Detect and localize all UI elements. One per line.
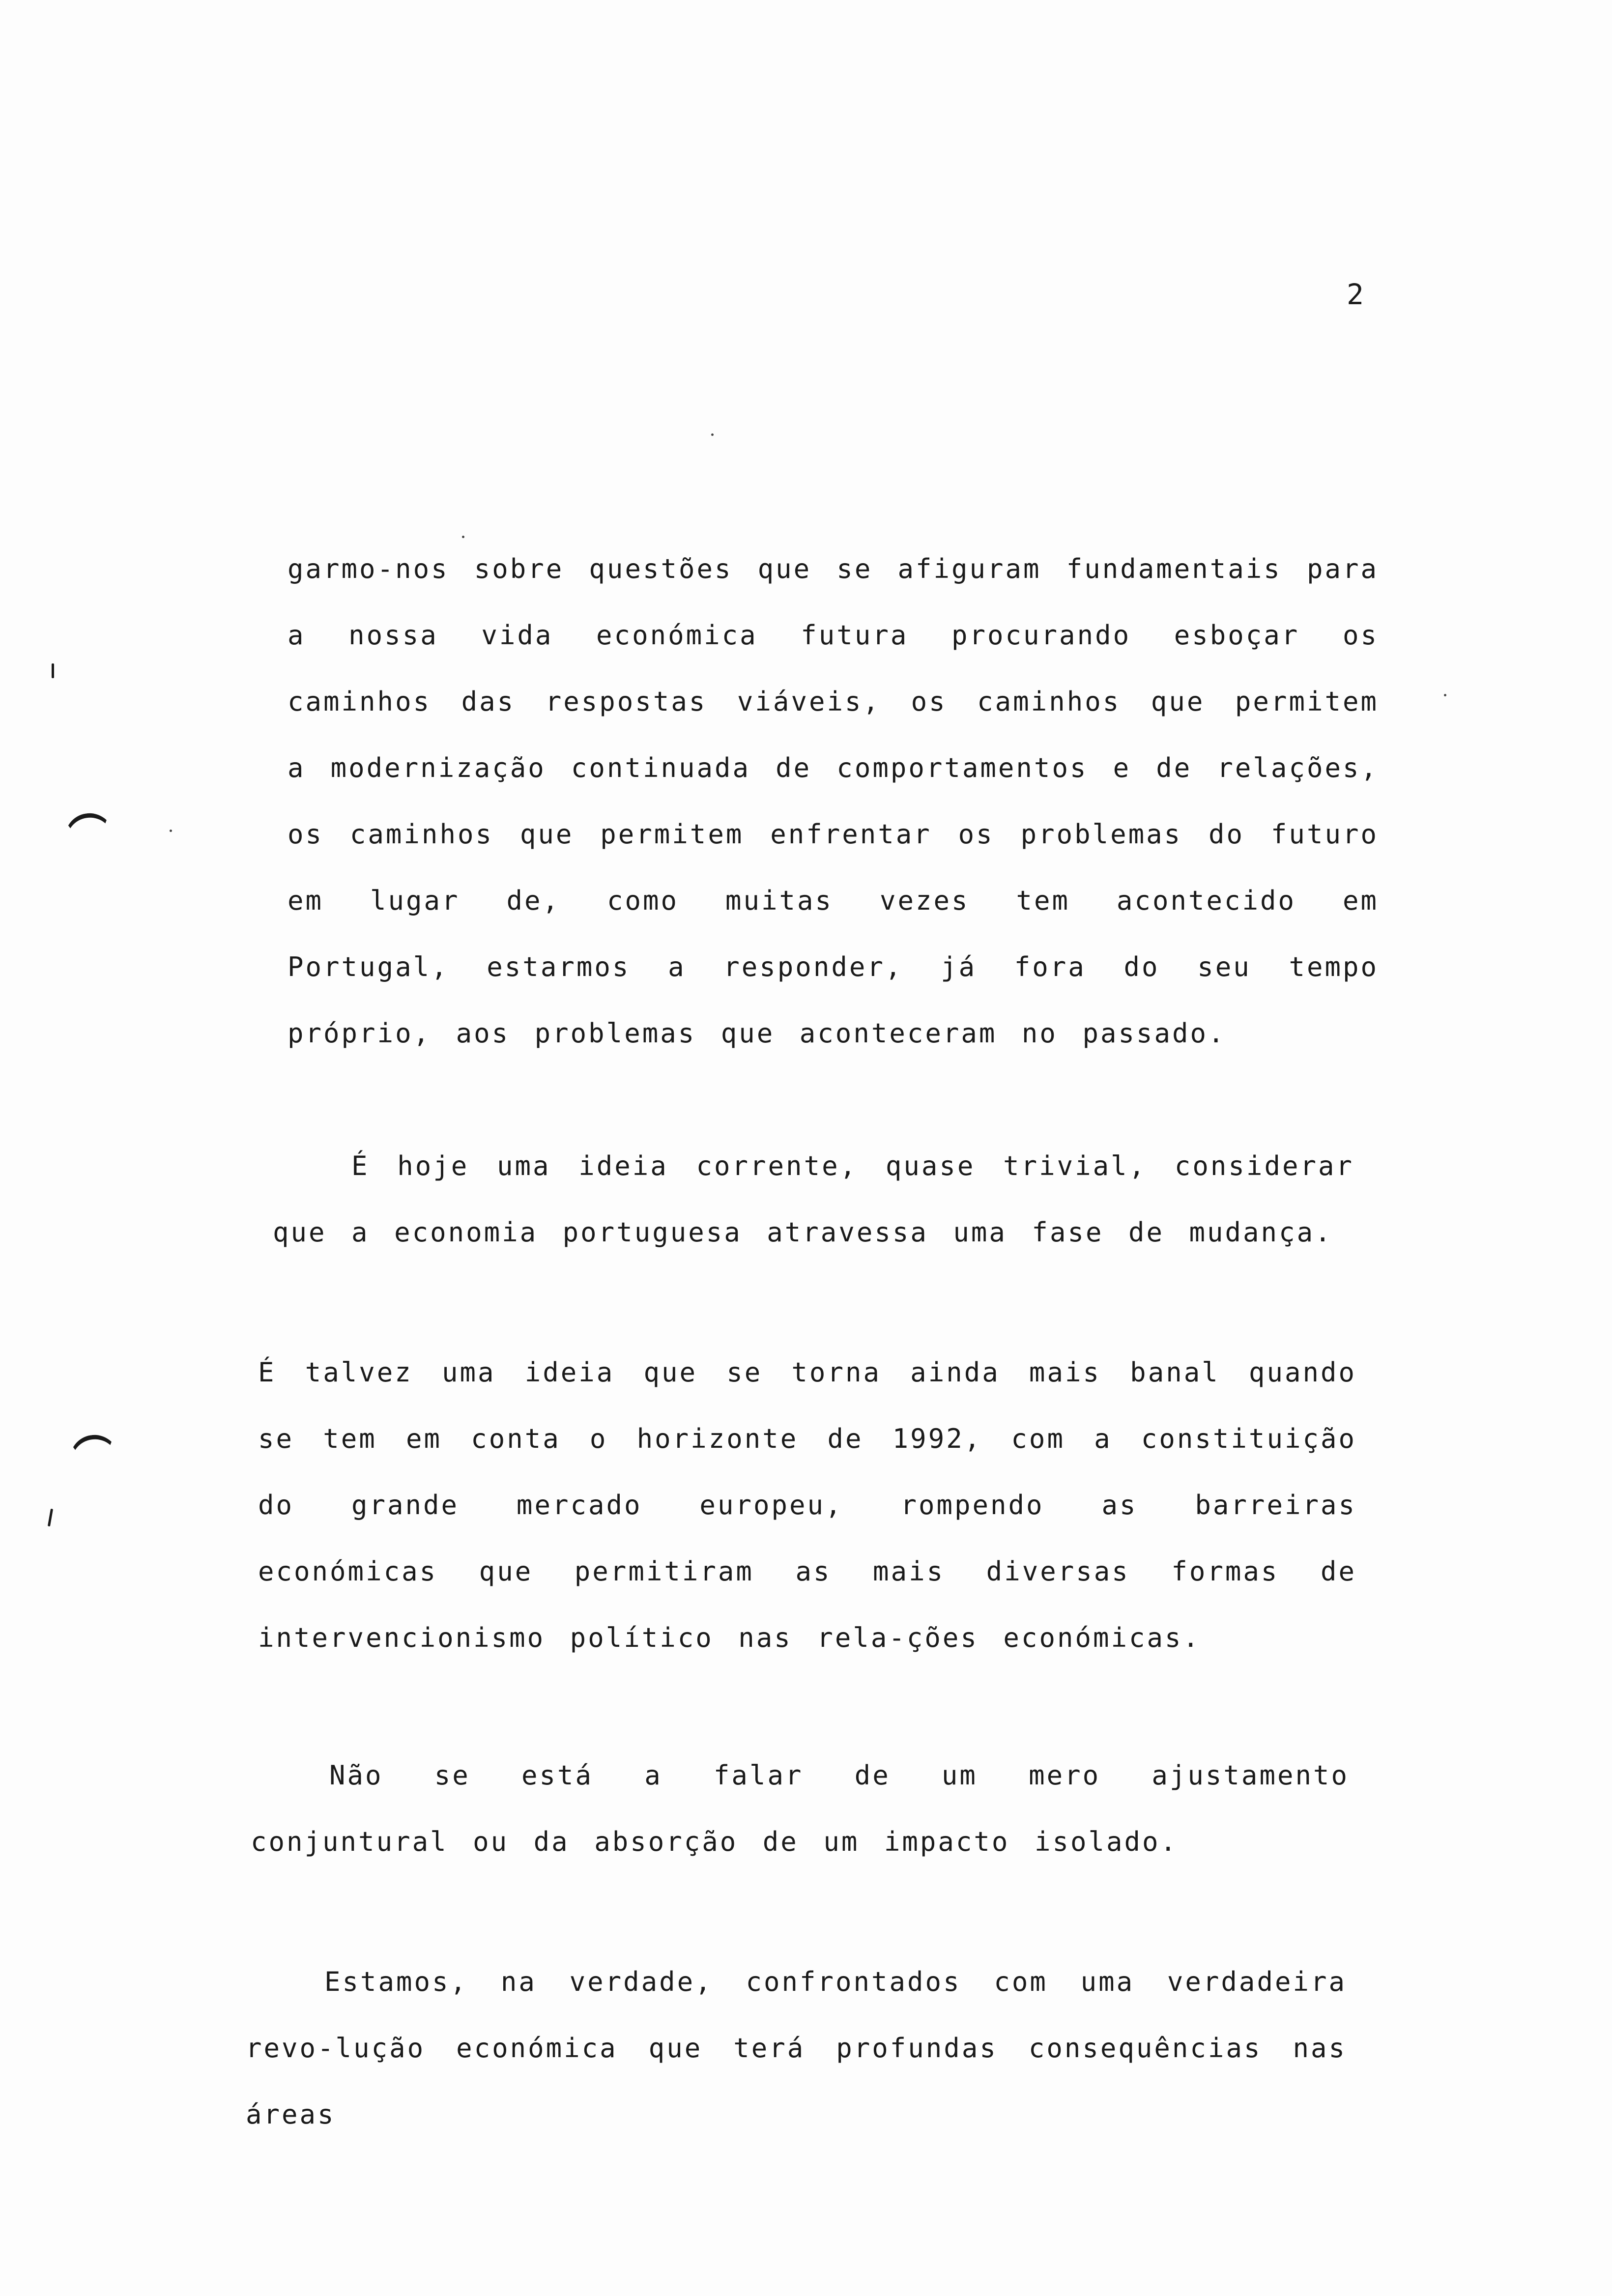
paragraph-3: É talvez uma ideia que se torna ainda mais banal quando se tem em conta o horizonte de 1992, com a constituição do grande mercado europeu, rompendo as barreiras económicas que permitiram as mais diversas formas de intervencionismo político nas rela-ções económicas. bbox=[258, 1357, 1356, 1653]
paragraph-4: Não se está a falar de um mero ajustamento conjuntural ou da absorção de um impacto isolado. bbox=[251, 1760, 1349, 1857]
binder-hole-mark bbox=[62, 810, 115, 850]
scan-speck bbox=[462, 536, 464, 538]
page-number: 2 bbox=[1347, 278, 1364, 311]
scan-speck bbox=[711, 433, 714, 436]
paragraph-2: É hoje uma ideia corrente, quase trivial, considerar que a economia portuguesa atravessa uma fase de mudança. bbox=[273, 1150, 1354, 1248]
scan-speck bbox=[1444, 694, 1446, 696]
scan-speck bbox=[170, 830, 172, 832]
margin-tick-mark bbox=[48, 1509, 53, 1526]
binder-hole-mark bbox=[67, 1432, 120, 1472]
margin-tick-mark bbox=[52, 663, 54, 678]
paragraph-1: garmo-nos sobre questões que se afiguram fundamentais para a nossa vida económica futura procurando esboçar os caminhos das respostas viáveis, os caminhos que permitem a modernização continuada de comportamentos e de relações, os caminhos que permitem enfrentar os problemas do futuro em lugar de, como muitas vezes tem acontecido em Portugal, estarmos a responder, já fora do seu tempo próprio, aos problemas que aconteceram no passado. bbox=[288, 553, 1379, 1049]
paragraph-5: Estamos, na verdade, confrontados com uma verdadeira revo-lução económica que terá profundas consequências nas áreas bbox=[246, 1966, 1347, 2130]
